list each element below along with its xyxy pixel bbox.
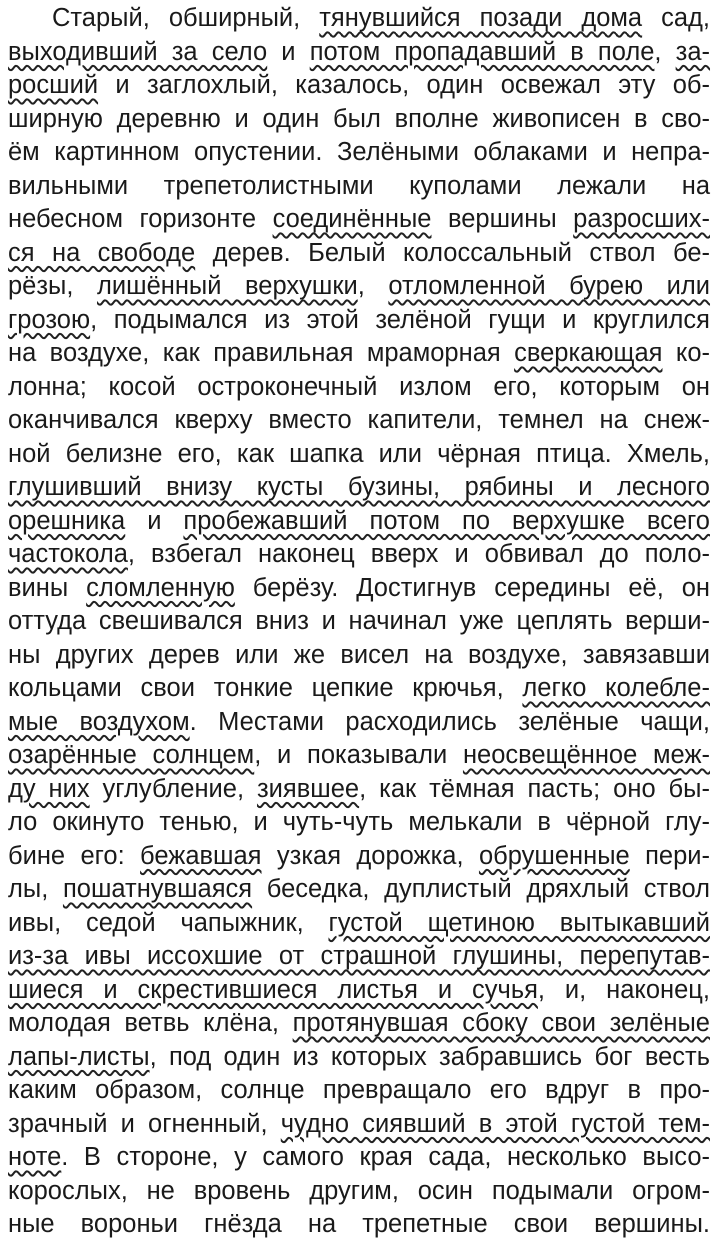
wavy-underlined-phrase: сломленную (86, 573, 235, 602)
text-segment: , и показывали (254, 741, 463, 769)
wavy-underlined-phrase: бежавшая (140, 841, 262, 870)
wavy-underlined-phrase: разросших- (573, 205, 710, 233)
text-segment: ширную деревню и один был вполне живописен в сво- (8, 104, 710, 133)
text-line (8, 538, 710, 572)
text-segment: вильными трепетолистными куполами лежали на (8, 171, 710, 200)
wavy-underlined-phrase: соединённые (272, 205, 432, 233)
text-segment: кольцами свои тонкие цепкие крючья, (8, 674, 523, 702)
text-line (8, 739, 710, 773)
text-line (8, 404, 710, 438)
text-line (8, 2, 710, 36)
text-segment: , и, наконец, (537, 975, 710, 1004)
text-segment: берёзу. Достигнув середины её, он (234, 573, 710, 602)
text-segment: небесном горизонте (8, 205, 273, 233)
wavy-underlined-phrase: за- (675, 37, 711, 66)
wavy-underlined-phrase: пробежавший потом по верхушке всего (183, 506, 710, 535)
text-segment: Старый, обширный, (52, 4, 320, 32)
text-segment: вины (8, 573, 87, 602)
text-line (8, 1108, 710, 1142)
text-segment: . В стороне, у самого края сада, несколько высо- (61, 1143, 710, 1171)
wavy-underlined-phrase: зиявшее (256, 774, 360, 803)
text-line (8, 203, 710, 237)
text-segment: бине его: (8, 841, 141, 870)
wavy-underlined-phrase: чудно сиявший в этой густой тем- (280, 1109, 710, 1138)
text-segment: ко- (662, 339, 710, 367)
text-segment: узкая дорожка, (261, 841, 479, 870)
wavy-underlined-phrase: ся на свободе (8, 238, 196, 267)
wavy-underlined-phrase: росший (8, 71, 99, 99)
wavy-underlined-phrase: сверкающая (514, 339, 663, 367)
wavy-underlined-phrase: ноте (8, 1143, 62, 1171)
text-segment: дерев. Белый колоссальный ствол бе- (195, 238, 710, 267)
text-segment: лонна; косой остроконечный излом его, которым он (8, 372, 710, 401)
paragraph-text (8, 2, 710, 1242)
text-line (8, 337, 710, 371)
text-line (8, 103, 710, 137)
text-segment: ём картинном опустении. Зелёными облаками и непра- (8, 138, 710, 166)
text-line (8, 1007, 710, 1041)
text-segment: , взбегал наконец вверх и обвивал до поло- (127, 540, 710, 568)
text-segment: , под один из которых забравшись бог весть (149, 1042, 710, 1071)
text-segment: оканчивался кверху вместо капители, темнел на снеж- (8, 406, 710, 434)
text-line (8, 170, 710, 204)
text-segment: молодая ветвь клёна, (8, 1009, 293, 1037)
wavy-underlined-phrase: легко колебле- (522, 674, 710, 702)
wavy-underlined-phrase: ду них (8, 774, 90, 803)
text-segment: пери- (629, 841, 710, 870)
wavy-underlined-phrase: отломленной бурею или (388, 272, 711, 300)
text-line (8, 1041, 710, 1075)
text-segment: . Местами расходились зелёные чащи, (189, 707, 710, 736)
text-line (8, 572, 710, 606)
wavy-underlined-phrase: озарённые солнцем (8, 741, 255, 769)
wavy-underlined-phrase: протянувшая сбоку свои зелёные (292, 1009, 710, 1037)
text-segment: , (357, 272, 389, 300)
text-line (8, 1074, 710, 1108)
text-segment: на воздухе, как правильная мраморная (8, 339, 515, 367)
wavy-underlined-phrase: обрушенные (478, 841, 630, 870)
text-line (8, 873, 710, 907)
text-segment: сад, (642, 4, 711, 32)
text-segment: ной белизне его, как шапка или чёрная птица. Хмель, (8, 439, 710, 468)
text-segment: и (267, 37, 310, 66)
text-line (8, 438, 710, 472)
text-segment: , как тёмная пасть; оно бы- (359, 774, 710, 803)
text-segment: ны других дерев или же висел на воздухе, завязавши (8, 640, 710, 669)
text-segment: лы, (8, 875, 63, 903)
text-line (8, 36, 710, 70)
text-line (8, 840, 710, 874)
wavy-underlined-phrase: шиеся и скрестившиеся листья и сучья (8, 975, 538, 1004)
text-line (8, 237, 710, 271)
text-segment: и заглохлый, казалось, один освежал эту об- (98, 71, 710, 99)
text-segment: каким образом, солнце превращало его вдруг в про- (8, 1076, 710, 1104)
text-line (8, 505, 710, 539)
wavy-underlined-phrase: мые воздухом (8, 707, 190, 736)
wavy-underlined-phrase: орешника (8, 506, 126, 535)
text-line (8, 1141, 710, 1175)
text-line (8, 672, 710, 706)
wavy-underlined-phrase: частокола (8, 540, 128, 568)
text-line (8, 1175, 710, 1209)
text-segment: ивы, седой чапыжник, (8, 908, 329, 937)
text-segment: углубление, (89, 774, 257, 803)
wavy-underlined-phrase: тянувшийся позади дома (319, 4, 643, 32)
text-line (8, 471, 710, 505)
wavy-underlined-phrase: грозою (8, 305, 91, 334)
text-line (8, 69, 710, 103)
text-segment: оттуда свешивался вниз и начинал уже цеплять верши- (8, 607, 710, 635)
wavy-underlined-phrase: неосвещённое меж- (462, 741, 710, 769)
text-line (8, 706, 710, 740)
text-segment: рёзы, (8, 272, 97, 300)
wavy-underlined-phrase: из-за ивы иссохшие от страшной глушины, перепутав- (8, 942, 710, 970)
wavy-underlined-phrase: пошатнувшаяся (62, 875, 253, 903)
text-line (8, 773, 710, 807)
text-line (8, 907, 710, 941)
wavy-underlined-phrase: лапы-листы (8, 1042, 150, 1071)
text-segment: , (654, 37, 676, 66)
text-line (8, 270, 710, 304)
text-segment: ло окинуто тенью, и чуть-чуть мелькали в чёрной глу- (8, 808, 710, 836)
text-line (8, 371, 710, 405)
text-line (8, 806, 710, 840)
text-segment: зрачный и огненный, (8, 1109, 281, 1138)
wavy-underlined-phrase: выходивший за село (8, 37, 268, 66)
text-line (8, 974, 710, 1008)
wavy-underlined-phrase: глушивший внизу кусты бузины, рябины и лесного (8, 473, 710, 501)
text-line (8, 1208, 710, 1242)
text-segment: ные вороньи гнёзда на трепетные свои вершины. (8, 1210, 710, 1238)
text-line (8, 136, 710, 170)
wavy-underlined-phrase: потом пропадавший в поле (309, 37, 655, 66)
wavy-underlined-phrase: густой щетиною вытыкавший (328, 908, 710, 937)
text-line (8, 304, 710, 338)
text-segment: беседка, дуплистый дряхлый ствол (252, 875, 710, 903)
text-segment: корослых, не вровень другим, осин подымали огром- (8, 1176, 710, 1205)
text-segment: вершины (431, 205, 574, 233)
text-line (8, 940, 710, 974)
text-segment: , подымался из этой зелёной гущи и круглился (90, 305, 710, 334)
text-line (8, 639, 710, 673)
wavy-underlined-phrase: лишённый верхушки (97, 272, 358, 300)
text-segment: и (125, 506, 184, 535)
text-line (8, 605, 710, 639)
